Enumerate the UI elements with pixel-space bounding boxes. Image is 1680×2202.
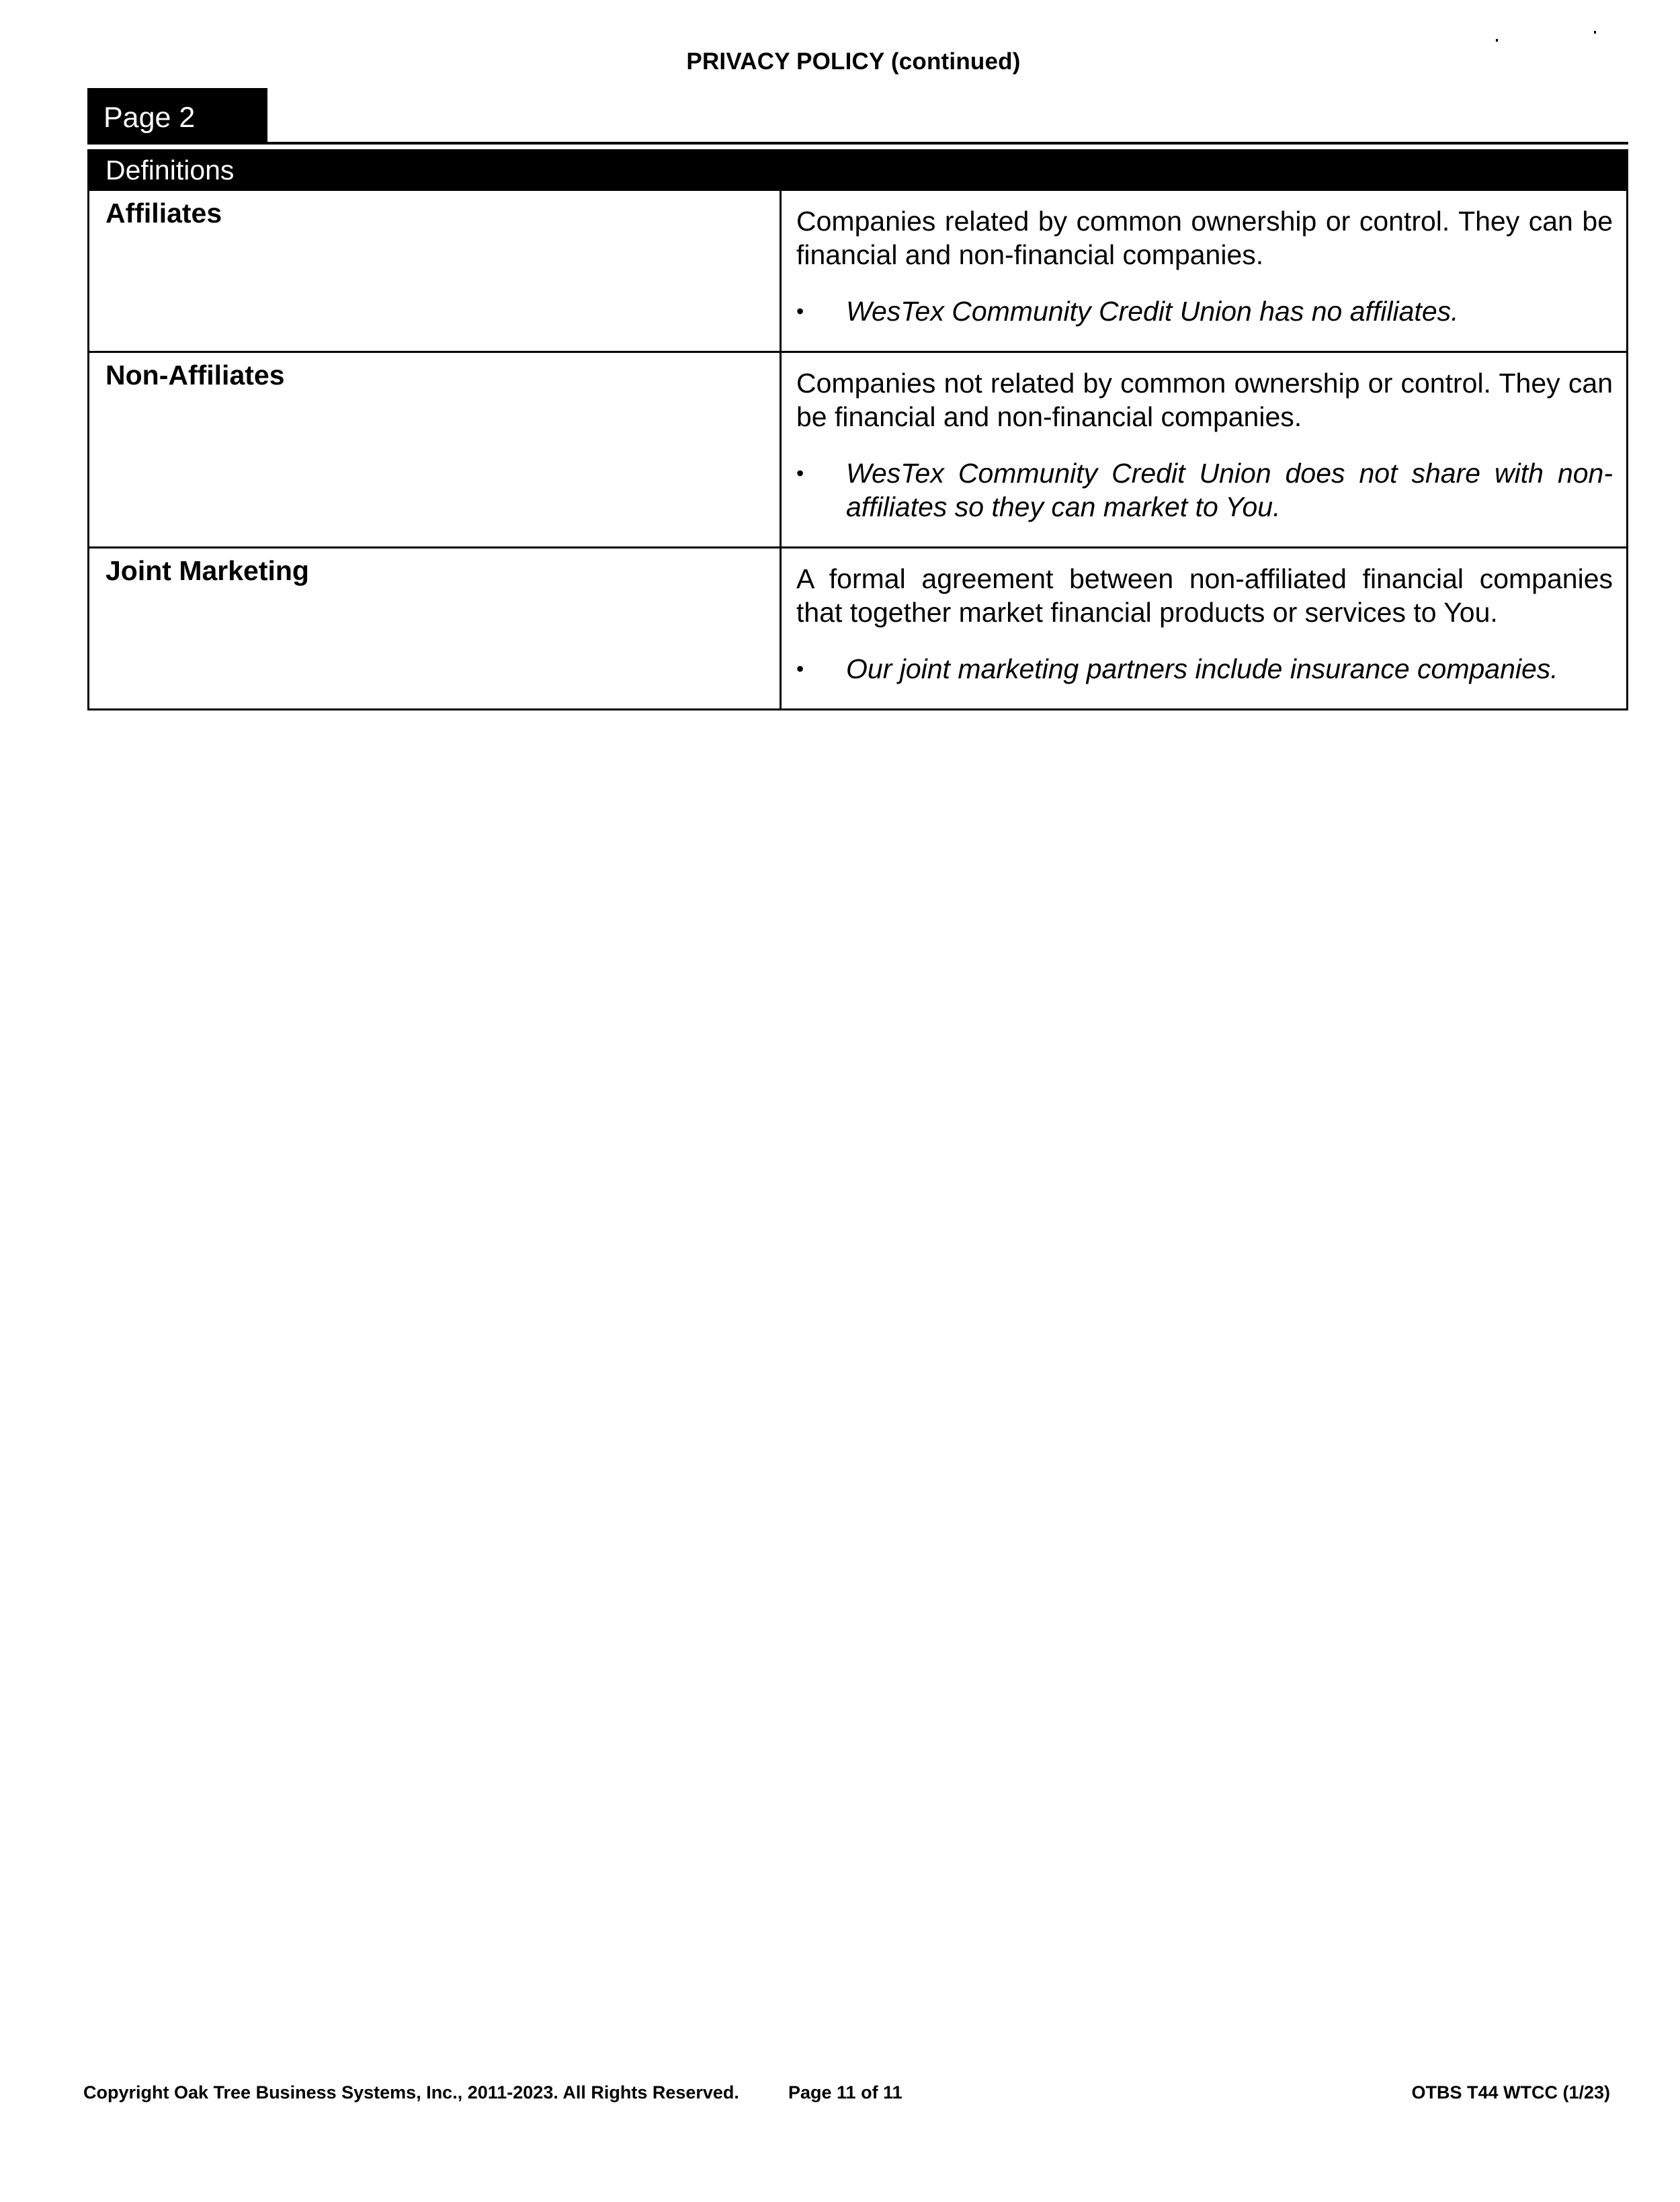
definition-description: [782, 191, 1626, 351]
footer-copyright: Copyright Oak Tree Business Systems, Inc., 2011-2023. All Rights Reserved.: [83, 2082, 739, 2103]
definition-bullet-text: WesTex Community Credit Union has no affiliates.: [846, 296, 1459, 327]
definitions-table: [87, 149, 1628, 710]
definition-bullet: [796, 652, 1613, 686]
definition-row-joint-marketing: [89, 546, 1626, 708]
definition-term: Non-Affiliates: [89, 353, 782, 546]
definition-description: [782, 353, 1626, 546]
bullet-icon: •: [796, 657, 804, 681]
page-title: PRIVACY POLICY (continued): [686, 48, 1021, 75]
definition-text: Companies not related by common ownership or control. They can be financial and non-financial companies.: [796, 368, 1613, 432]
definition-term: Affiliates: [89, 191, 782, 351]
definition-text: A formal agreement between non-affiliated financial companies that together market financial products or services to You.: [796, 563, 1613, 628]
footer-page-number: Page 11 of 11: [788, 2082, 902, 2103]
definitions-heading: Definitions: [89, 149, 1626, 191]
definition-bullet-text: Our joint marketing partners include insurance companies.: [846, 653, 1558, 684]
definition-text: Companies related by common ownership or control. They can be financial and non-financial companies.: [796, 206, 1613, 270]
definition-row-non-affiliates: [89, 351, 1626, 546]
definition-row-affiliates: [89, 191, 1626, 351]
definition-description: [782, 548, 1626, 708]
page-tab-label: Page 2: [87, 88, 267, 145]
bullet-icon: •: [796, 299, 804, 323]
definition-bullet-text: WesTex Community Credit Union does not share with non-affiliates so they can market to You.: [846, 458, 1613, 522]
definition-bullet: [796, 456, 1613, 524]
scan-speck: [1496, 39, 1498, 42]
definition-term: Joint Marketing: [89, 548, 782, 708]
definition-bullet: [796, 294, 1613, 328]
footer-form-code: OTBS T44 WTCC (1/23): [1411, 2082, 1610, 2103]
scan-speck: [1594, 31, 1596, 34]
header-divider: [87, 142, 1628, 145]
bullet-icon: •: [796, 461, 804, 485]
